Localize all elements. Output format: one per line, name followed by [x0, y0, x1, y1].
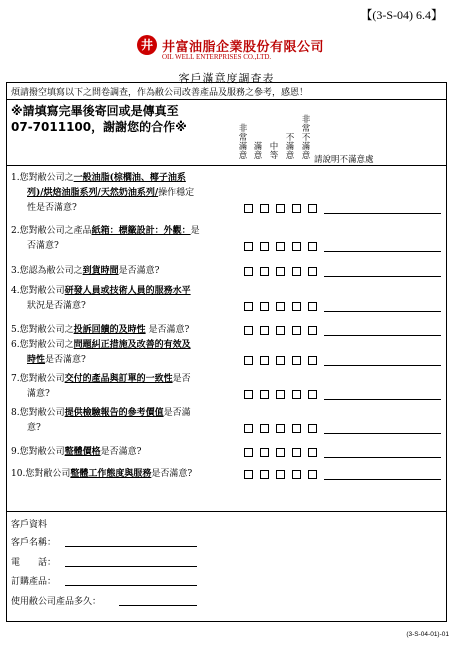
rating-header: 非常不滿意 [301, 115, 311, 161]
rating-checkbox[interactable] [260, 448, 269, 457]
question-line [11, 201, 194, 216]
survey-frame [6, 82, 447, 622]
question-text [11, 406, 191, 436]
question-line [11, 372, 191, 387]
question-line [11, 284, 191, 299]
rating-checkbox[interactable] [244, 390, 253, 399]
question-segment: 是否滿 [163, 408, 191, 418]
comment-line[interactable] [324, 213, 441, 214]
rating-checkbox[interactable] [276, 302, 285, 311]
question-segment: 7.您對敝公司 [11, 374, 65, 384]
question-segment: 意? [27, 423, 41, 433]
question-segment: 1.您對敝公司之 [11, 173, 74, 183]
rating-checkbox[interactable] [308, 390, 317, 399]
comment-line[interactable] [324, 433, 441, 434]
customer-field-label: 電 話： [11, 558, 57, 568]
rating-checkbox[interactable] [260, 267, 269, 276]
comment-line[interactable] [324, 479, 441, 480]
company-logo [136, 34, 325, 64]
question-emphasis: 提供檢驗報告的參考價值 [64, 408, 164, 418]
customer-field-input[interactable] [65, 585, 197, 586]
question-segment: 10.您對敝公司 [11, 469, 71, 479]
rating-checkbox[interactable] [292, 204, 301, 213]
question-emphasis: 投訴回饋的及時性 [73, 325, 146, 335]
return-notice [11, 103, 187, 135]
rating-checkbox[interactable] [244, 204, 253, 213]
question-text [11, 284, 191, 314]
question-segment: 6.您對敝公司之 [11, 340, 74, 350]
comment-line[interactable] [324, 335, 441, 336]
rating-checkbox[interactable] [260, 204, 269, 213]
comment-line[interactable] [324, 399, 441, 400]
question-text [11, 171, 194, 216]
question-line [11, 299, 191, 314]
customer-section-heading: 客戶資料 [11, 520, 48, 530]
footer-code: (3-S-04-01)-01 [406, 631, 449, 638]
customer-field-input[interactable] [65, 566, 197, 567]
rating-checkbox[interactable] [308, 267, 317, 276]
question-emphasis: 整體工作態度與服務 [70, 469, 152, 479]
rating-header: 中等 [269, 142, 279, 161]
question-text [11, 264, 159, 279]
question-line [11, 186, 194, 201]
rating-checkbox[interactable] [292, 302, 301, 311]
question-text [11, 338, 191, 368]
rating-checkbox[interactable] [308, 204, 317, 213]
rating-checkbox[interactable] [308, 242, 317, 251]
customer-field-label: 使用敝公司產品多久： [11, 597, 102, 607]
divider [7, 99, 446, 100]
rating-checkbox[interactable] [308, 470, 317, 479]
rating-header: 不滿意 [285, 133, 295, 161]
question-text [11, 445, 141, 460]
question-line [11, 264, 159, 279]
comment-line[interactable] [324, 311, 441, 312]
question-line [11, 467, 192, 482]
customer-field-label: 訂購產品： [11, 577, 57, 587]
question-line [11, 387, 191, 402]
rating-header: 非常滿意 [238, 124, 248, 161]
question-text [11, 467, 192, 482]
question-line [11, 445, 141, 460]
company-logo-mark [136, 34, 158, 58]
rating-checkbox[interactable] [292, 326, 301, 335]
rating-checkbox[interactable] [260, 302, 269, 311]
question-segment: 是否滿意? [145, 325, 190, 335]
rating-checkbox[interactable] [276, 356, 285, 365]
rating-checkbox[interactable] [308, 326, 317, 335]
question-emphasis: 一般油脂(棕櫚油、椰子油系 [73, 173, 186, 183]
rating-checkbox[interactable] [244, 356, 253, 365]
question-line [11, 353, 191, 368]
question-line [11, 224, 200, 239]
question-segment: 5.您對敝公司之 [11, 325, 74, 335]
question-text [11, 323, 189, 338]
question-emphasis: 問題糾正措施及改善的有效及 [73, 340, 191, 350]
question-segment: 是否滿意? [151, 469, 193, 479]
document-code: 【(3-S-04) 6.4】 [360, 8, 443, 22]
comment-line[interactable] [324, 276, 441, 277]
question-segment: 是否滿意? [45, 355, 86, 365]
question-emphasis: 交付的產品與訂單的一致性 [64, 374, 173, 384]
question-segment: 8.您對敝公司 [11, 408, 65, 418]
form-title: 客戶滿意度調查表 [178, 72, 275, 85]
question-line [11, 239, 200, 254]
rating-checkbox[interactable] [260, 470, 269, 479]
rating-checkbox[interactable] [260, 356, 269, 365]
rating-checkbox[interactable] [292, 356, 301, 365]
question-line [11, 338, 191, 353]
rating-checkbox[interactable] [244, 326, 253, 335]
question-segment: 是否 [172, 374, 191, 384]
question-emphasis: 列)/烘焙油脂系列/天然奶油系列/ [27, 188, 159, 198]
rating-checkbox[interactable] [244, 267, 253, 276]
company-name-cn: 井富油脂企業股份有限公司 [162, 40, 325, 55]
question-segment: 4.您對敝公司 [11, 286, 65, 296]
rating-checkbox[interactable] [308, 448, 317, 457]
question-segment: 滿意? [27, 389, 50, 399]
company-name-en: OIL WELL ENTERPRISES CO.,LTD. [162, 53, 272, 61]
rating-checkbox[interactable] [276, 267, 285, 276]
rating-checkbox[interactable] [260, 390, 269, 399]
question-emphasis: 時性 [27, 355, 46, 365]
question-text [11, 224, 200, 254]
rating-checkbox[interactable] [276, 390, 285, 399]
comment-line[interactable] [324, 251, 441, 252]
customer-field-input[interactable] [119, 605, 197, 606]
rating-checkbox[interactable] [292, 470, 301, 479]
rating-checkbox[interactable] [260, 326, 269, 335]
question-emphasis: 整體價格 [64, 447, 101, 457]
question-segment: 9.您對敝公司 [11, 447, 65, 457]
question-segment: 性是否滿意? [27, 203, 77, 213]
rating-checkbox[interactable] [276, 326, 285, 335]
rating-checkbox[interactable] [276, 204, 285, 213]
rating-checkbox[interactable] [292, 242, 301, 251]
divider [7, 165, 446, 166]
question-segment: 否滿意? [27, 241, 59, 251]
question-segment: 狀況是否滿意? [27, 301, 86, 311]
question-segment: 是否滿意? [100, 447, 142, 457]
rating-checkbox[interactable] [276, 424, 285, 433]
rating-checkbox[interactable] [244, 424, 253, 433]
rating-checkbox[interactable] [244, 470, 253, 479]
rating-checkbox[interactable] [260, 242, 269, 251]
customer-field-label: 客戶名稱： [11, 538, 57, 548]
rating-checkbox[interactable] [276, 470, 285, 479]
rating-checkbox[interactable] [276, 242, 285, 251]
question-line [11, 171, 194, 186]
question-line [11, 406, 191, 421]
rating-header: 滿意 [253, 142, 263, 161]
question-segment: 操作穩定 [158, 188, 195, 198]
rating-checkbox[interactable] [292, 448, 301, 457]
comment-header: 請說明不滿意處 [314, 155, 374, 165]
rating-checkbox[interactable] [260, 424, 269, 433]
question-line [11, 323, 189, 338]
rating-checkbox[interactable] [244, 448, 253, 457]
question-emphasis: 研發人員或技術人員的服務水平 [64, 286, 191, 296]
question-segment: 2.您對敝公司之產品 [11, 226, 92, 236]
customer-field-input[interactable] [65, 546, 197, 547]
notice-line-1: ※請填寫完畢後寄回或是傳真至 [11, 104, 179, 118]
rating-checkbox[interactable] [244, 302, 253, 311]
rating-checkbox[interactable] [276, 448, 285, 457]
question-segment: 是否滿意? [118, 266, 160, 276]
question-segment: 是 [190, 226, 200, 236]
rating-checkbox[interactable] [292, 390, 301, 399]
notice-line-2: 07-7011100，謝謝您的合作※ [11, 120, 187, 134]
divider [7, 511, 446, 512]
question-line [11, 421, 191, 436]
comment-line[interactable] [324, 457, 441, 458]
question-emphasis: 到貨時間 [82, 266, 119, 276]
question-text [11, 372, 191, 402]
question-emphasis: 紙箱：標籤設計：外觀： [91, 226, 191, 236]
rating-checkbox[interactable] [308, 356, 317, 365]
rating-checkbox[interactable] [308, 302, 317, 311]
rating-checkbox[interactable] [292, 267, 301, 276]
rating-checkbox[interactable] [292, 424, 301, 433]
rating-checkbox[interactable] [244, 242, 253, 251]
comment-line[interactable] [324, 365, 441, 366]
svg-text:井: 井 [140, 38, 154, 52]
question-segment: 3.您認為敝公司之 [11, 266, 83, 276]
intro-text: 煩請撥空填寫以下之問卷調查，作為敝公司改善產品及服務之參考，感恩！ [11, 88, 309, 98]
rating-checkbox[interactable] [308, 424, 317, 433]
